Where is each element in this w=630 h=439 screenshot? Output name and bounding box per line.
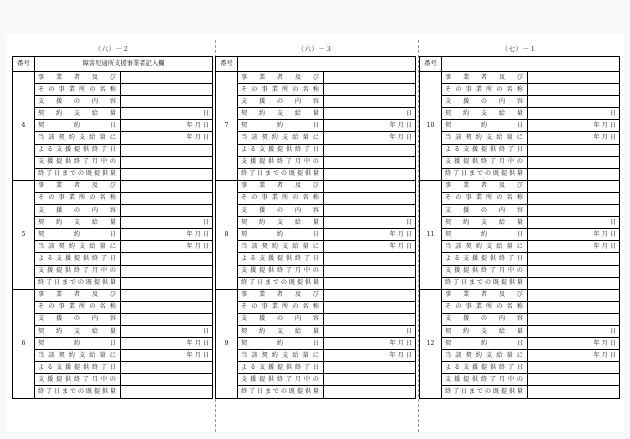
field-value[interactable] <box>121 374 213 386</box>
form-table <box>12 56 213 399</box>
field-label: 事業者及び <box>442 72 528 84</box>
field-value[interactable]: 年 月 日 <box>324 120 416 132</box>
entry-row <box>420 350 620 362</box>
field-value[interactable] <box>324 144 416 156</box>
entry-row <box>420 289 620 301</box>
field-label: その事業所の名称 <box>35 192 121 204</box>
entry-row <box>420 84 620 96</box>
field-label: 契約支給量 <box>238 217 324 229</box>
field-label: 当該契約支給量に <box>35 350 121 362</box>
field-value[interactable]: 年 月 日 <box>121 120 213 132</box>
entry-number: 11 <box>420 180 442 289</box>
field-value[interactable] <box>528 156 620 168</box>
form-panel-2 <box>215 42 415 399</box>
field-value[interactable]: 日 <box>528 325 620 337</box>
entry-row <box>13 217 213 229</box>
entry-row <box>420 374 620 386</box>
entry-row <box>420 205 620 217</box>
field-label: 当該契約支給量に <box>35 241 121 253</box>
field-label: 当該契約支給量に <box>442 132 528 144</box>
entry-row <box>420 72 620 84</box>
entry-row <box>13 229 213 241</box>
field-label: 支援提供終了月中の <box>238 156 324 168</box>
field-value[interactable] <box>324 168 416 180</box>
entry-number: 8 <box>216 180 238 289</box>
field-label: 終了日までの既提供量 <box>35 277 121 289</box>
field-value[interactable] <box>324 84 416 96</box>
entry-row <box>420 120 620 132</box>
field-value[interactable]: 年 月 日 <box>324 241 416 253</box>
field-label: 契約日 <box>238 120 324 132</box>
number-column-header: 番号 <box>13 57 35 72</box>
field-label: 終了日までの既提供量 <box>442 386 528 398</box>
entry-number: 4 <box>13 72 35 181</box>
entry-row <box>216 180 416 192</box>
field-value[interactable] <box>324 72 416 84</box>
field-value[interactable] <box>528 265 620 277</box>
field-value[interactable] <box>324 374 416 386</box>
entry-row <box>420 144 620 156</box>
field-label: 事業者及び <box>238 180 324 192</box>
field-label: 終了日までの既提供量 <box>238 168 324 180</box>
field-value[interactable] <box>121 386 213 398</box>
field-label: 当該契約支給量に <box>238 241 324 253</box>
field-value[interactable] <box>528 144 620 156</box>
entry-row <box>216 205 416 217</box>
field-label: 契約支給量 <box>442 108 528 120</box>
entry-row <box>420 96 620 108</box>
entry-row <box>216 362 416 374</box>
field-value[interactable] <box>324 289 416 301</box>
entry-row <box>216 108 416 120</box>
panel-header: （七）－１ <box>501 45 537 53</box>
field-label: 当該契約支給量に <box>442 350 528 362</box>
field-value[interactable] <box>324 192 416 204</box>
field-label: よる支援提供終了日 <box>35 253 121 265</box>
entry-row <box>420 338 620 350</box>
field-value[interactable] <box>528 180 620 192</box>
field-label: 契約日 <box>238 229 324 241</box>
entry-row <box>216 229 416 241</box>
field-label: 契約日 <box>238 338 324 350</box>
field-value[interactable] <box>528 168 620 180</box>
field-value[interactable] <box>528 84 620 96</box>
field-value[interactable]: 日 <box>528 217 620 229</box>
field-label: その事業所の名称 <box>238 192 324 204</box>
entry-row <box>13 132 213 144</box>
panel-column-title <box>442 57 620 72</box>
field-value[interactable] <box>528 362 620 374</box>
field-value[interactable]: 日 <box>121 217 213 229</box>
field-value[interactable] <box>121 156 213 168</box>
field-label: よる支援提供終了日 <box>238 253 324 265</box>
field-value[interactable] <box>528 313 620 325</box>
field-value[interactable] <box>121 168 213 180</box>
entry-row <box>13 313 213 325</box>
field-label: 支援提供終了月中の <box>238 265 324 277</box>
entry-row <box>216 96 416 108</box>
field-label: 事業者及び <box>238 72 324 84</box>
field-value[interactable] <box>528 386 620 398</box>
entry-row <box>13 108 213 120</box>
field-label: よる支援提供終了日 <box>35 362 121 374</box>
field-label: 支援提供終了月中の <box>35 374 121 386</box>
field-value[interactable] <box>324 277 416 289</box>
entry-number: 10 <box>420 72 442 181</box>
field-value[interactable]: 日 <box>528 108 620 120</box>
field-label: 終了日までの既提供量 <box>238 386 324 398</box>
field-value[interactable]: 年 月 日 <box>121 350 213 362</box>
entry-row <box>13 180 213 192</box>
entry-row <box>13 277 213 289</box>
field-value[interactable] <box>121 72 213 84</box>
entry-row <box>216 132 416 144</box>
field-value[interactable] <box>121 265 213 277</box>
entry-row <box>420 156 620 168</box>
form-table <box>215 56 416 399</box>
field-value[interactable]: 年 月 日 <box>324 350 416 362</box>
field-label: よる支援提供終了日 <box>442 253 528 265</box>
entry-row <box>420 241 620 253</box>
field-label: よる支援提供終了日 <box>442 144 528 156</box>
entry-row <box>216 168 416 180</box>
entry-row <box>420 265 620 277</box>
field-value[interactable] <box>324 180 416 192</box>
field-label: 支援の内容 <box>35 205 121 217</box>
field-label: 終了日までの既提供量 <box>35 168 121 180</box>
field-value[interactable] <box>324 362 416 374</box>
field-value[interactable] <box>121 180 213 192</box>
field-value[interactable] <box>528 301 620 313</box>
field-value[interactable] <box>121 205 213 217</box>
entry-row <box>13 265 213 277</box>
entry-row <box>216 144 416 156</box>
entry-row <box>13 301 213 313</box>
field-label: よる支援提供終了日 <box>35 144 121 156</box>
field-value[interactable]: 年 月 日 <box>528 241 620 253</box>
entry-row <box>13 374 213 386</box>
entry-row <box>13 253 213 265</box>
entry-row <box>216 265 416 277</box>
entry-row <box>216 277 416 289</box>
field-label: 支援の内容 <box>238 313 324 325</box>
entry-row <box>420 192 620 204</box>
field-value[interactable]: 年 月 日 <box>528 338 620 350</box>
entry-row <box>216 72 416 84</box>
entry-number: 12 <box>420 289 442 398</box>
entry-row <box>13 144 213 156</box>
field-label: 支援の内容 <box>442 205 528 217</box>
field-label: 支援の内容 <box>238 205 324 217</box>
field-value[interactable]: 年 月 日 <box>121 241 213 253</box>
field-value[interactable] <box>528 205 620 217</box>
entry-row <box>216 217 416 229</box>
field-value[interactable] <box>528 374 620 386</box>
field-label: その事業所の名称 <box>442 84 528 96</box>
field-value[interactable]: 年 月 日 <box>324 338 416 350</box>
field-value[interactable]: 日 <box>324 325 416 337</box>
field-label: その事業所の名称 <box>442 192 528 204</box>
field-value[interactable] <box>121 84 213 96</box>
panel-column-title: 障害児通所支援事業者記入欄 <box>35 57 213 72</box>
field-label: 終了日までの既提供量 <box>238 277 324 289</box>
field-label: よる支援提供終了日 <box>238 362 324 374</box>
entry-row <box>13 289 213 301</box>
number-column-header: 番号 <box>216 57 238 72</box>
field-label: 終了日までの既提供量 <box>35 386 121 398</box>
field-label: その事業所の名称 <box>442 301 528 313</box>
field-label: 支援提供終了月中の <box>442 374 528 386</box>
entry-row <box>420 253 620 265</box>
entry-row <box>13 84 213 96</box>
field-value[interactable]: 年 月 日 <box>528 229 620 241</box>
field-value[interactable] <box>121 301 213 313</box>
entry-row <box>13 120 213 132</box>
entry-row <box>13 205 213 217</box>
entry-row <box>216 192 416 204</box>
entry-row <box>216 156 416 168</box>
field-label: よる支援提供終了日 <box>238 144 324 156</box>
field-label: 契約支給量 <box>442 325 528 337</box>
field-label: その事業所の名称 <box>35 301 121 313</box>
entry-row <box>13 96 213 108</box>
field-label: 契約支給量 <box>35 217 121 229</box>
field-label: その事業所の名称 <box>238 84 324 96</box>
field-label: 契約日 <box>35 229 121 241</box>
entry-row <box>13 241 213 253</box>
field-label: 支援提供終了月中の <box>442 265 528 277</box>
entry-row <box>420 362 620 374</box>
field-label: 契約日 <box>442 120 528 132</box>
entry-row <box>216 313 416 325</box>
field-label: 契約支給量 <box>35 108 121 120</box>
entry-row <box>420 386 620 398</box>
entry-row <box>216 338 416 350</box>
field-value[interactable] <box>121 144 213 156</box>
entry-row <box>420 108 620 120</box>
entry-row <box>216 253 416 265</box>
field-label: 当該契約支給量に <box>442 241 528 253</box>
field-value[interactable] <box>121 192 213 204</box>
panel-column-title <box>238 57 416 72</box>
field-value[interactable] <box>121 362 213 374</box>
entry-row <box>216 289 416 301</box>
entry-row <box>13 168 213 180</box>
form-panel-1 <box>12 42 212 399</box>
field-label: 契約日 <box>35 338 121 350</box>
field-value[interactable]: 年 月 日 <box>121 132 213 144</box>
field-label: 契約支給量 <box>35 325 121 337</box>
field-label: 支援提供終了月中の <box>442 156 528 168</box>
field-value[interactable] <box>121 277 213 289</box>
field-label: その事業所の名称 <box>238 301 324 313</box>
field-label: 支援の内容 <box>238 96 324 108</box>
field-label: 契約支給量 <box>442 217 528 229</box>
field-value[interactable] <box>528 253 620 265</box>
field-value[interactable] <box>528 277 620 289</box>
field-value[interactable] <box>121 313 213 325</box>
entry-row <box>13 72 213 84</box>
entry-row <box>216 325 416 337</box>
entry-number: 9 <box>216 289 238 398</box>
field-label: 契約支給量 <box>238 325 324 337</box>
field-value[interactable]: 年 月 日 <box>121 229 213 241</box>
entry-row <box>216 120 416 132</box>
field-value[interactable]: 年 月 日 <box>121 338 213 350</box>
field-label: 支援提供終了月中の <box>35 156 121 168</box>
number-column-header: 番号 <box>420 57 442 72</box>
entry-row <box>216 386 416 398</box>
field-label: 契約日 <box>442 338 528 350</box>
field-value[interactable] <box>324 253 416 265</box>
field-label: 事業者及び <box>35 289 121 301</box>
field-value[interactable] <box>528 96 620 108</box>
field-value[interactable] <box>324 156 416 168</box>
entry-row <box>13 325 213 337</box>
panel-header: （六）－３ <box>297 45 333 53</box>
field-label: 事業者及び <box>442 289 528 301</box>
field-value[interactable]: 年 月 日 <box>528 350 620 362</box>
entry-row <box>216 301 416 313</box>
field-label: 事業者及び <box>35 72 121 84</box>
field-label: 事業者及び <box>442 180 528 192</box>
field-value[interactable] <box>121 96 213 108</box>
panel-header: （六）－２ <box>94 45 130 53</box>
field-label: 支援の内容 <box>35 96 121 108</box>
field-value[interactable] <box>324 96 416 108</box>
form-panel-3 <box>419 42 619 399</box>
field-value[interactable]: 日 <box>324 108 416 120</box>
entry-row <box>216 84 416 96</box>
field-value[interactable] <box>528 72 620 84</box>
field-label: 支援の内容 <box>442 96 528 108</box>
entry-row <box>13 386 213 398</box>
entry-row <box>420 168 620 180</box>
field-value[interactable]: 日 <box>121 108 213 120</box>
field-value[interactable]: 日 <box>324 217 416 229</box>
field-value[interactable] <box>121 253 213 265</box>
field-value[interactable] <box>324 205 416 217</box>
entry-number: 7 <box>216 72 238 181</box>
field-value[interactable] <box>528 192 620 204</box>
field-label: 契約日 <box>35 120 121 132</box>
field-label: 終了日までの既提供量 <box>442 168 528 180</box>
field-value[interactable] <box>324 301 416 313</box>
field-value[interactable]: 年 月 日 <box>528 120 620 132</box>
entry-row <box>13 192 213 204</box>
field-label: よる支援提供終了日 <box>442 362 528 374</box>
field-label: 当該契約支給量に <box>238 350 324 362</box>
field-value[interactable]: 年 月 日 <box>324 132 416 144</box>
field-value[interactable] <box>324 265 416 277</box>
entry-row <box>216 241 416 253</box>
entry-row <box>13 350 213 362</box>
entry-number: 5 <box>13 180 35 289</box>
entry-row <box>13 362 213 374</box>
field-label: 終了日までの既提供量 <box>442 277 528 289</box>
entry-row <box>420 325 620 337</box>
field-label: その事業所の名称 <box>35 84 121 96</box>
field-label: 支援の内容 <box>35 313 121 325</box>
entry-row <box>13 156 213 168</box>
field-value[interactable] <box>528 289 620 301</box>
field-value[interactable] <box>121 289 213 301</box>
field-value[interactable]: 日 <box>121 325 213 337</box>
entry-row <box>420 301 620 313</box>
entry-row <box>420 229 620 241</box>
field-label: 当該契約支給量に <box>238 132 324 144</box>
entry-row <box>420 277 620 289</box>
field-label: 契約日 <box>442 229 528 241</box>
field-label: 支援の内容 <box>442 313 528 325</box>
entry-row <box>420 132 620 144</box>
entry-row <box>13 338 213 350</box>
entry-row <box>420 180 620 192</box>
form-table <box>419 56 620 399</box>
field-label: 支援提供終了月中の <box>238 374 324 386</box>
entry-row <box>420 313 620 325</box>
field-label: 当該契約支給量に <box>35 132 121 144</box>
field-value[interactable] <box>324 313 416 325</box>
field-value[interactable]: 年 月 日 <box>324 229 416 241</box>
entry-row <box>216 374 416 386</box>
entry-row <box>216 350 416 362</box>
entry-row <box>420 217 620 229</box>
field-label: 契約支給量 <box>238 108 324 120</box>
entry-number: 6 <box>13 289 35 398</box>
field-label: 事業者及び <box>238 289 324 301</box>
field-value[interactable]: 年 月 日 <box>528 132 620 144</box>
field-label: 事業者及び <box>35 180 121 192</box>
field-label: 支援提供終了月中の <box>35 265 121 277</box>
field-value[interactable] <box>324 386 416 398</box>
